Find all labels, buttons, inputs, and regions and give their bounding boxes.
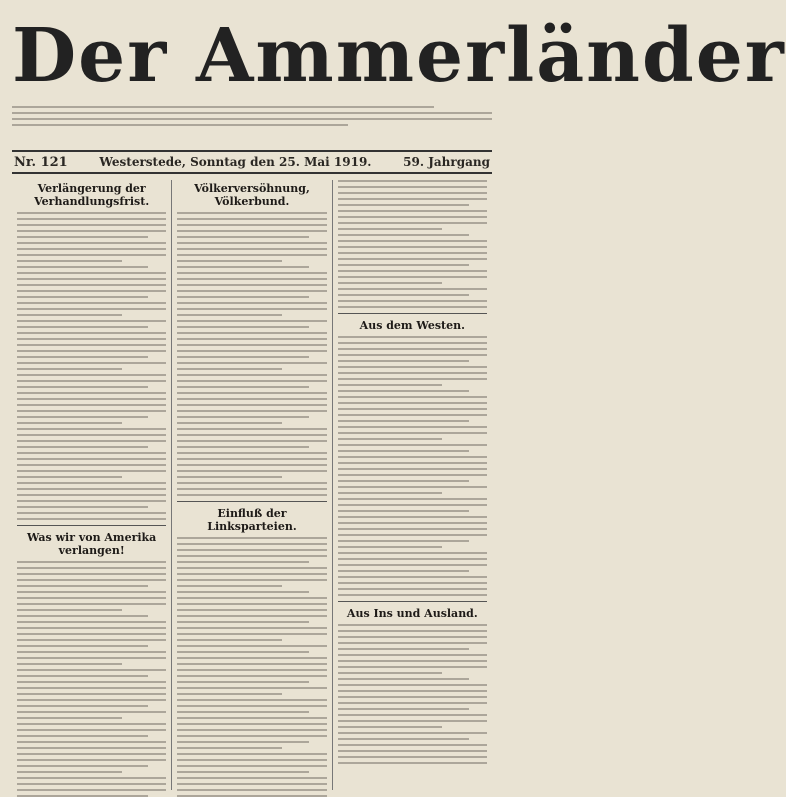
text-line bbox=[338, 246, 487, 248]
text-line bbox=[17, 723, 166, 725]
text-line bbox=[338, 396, 487, 398]
text-line bbox=[17, 476, 122, 478]
text-line bbox=[338, 576, 487, 578]
article-body-2 bbox=[17, 561, 166, 797]
text-line bbox=[177, 266, 308, 268]
text-line bbox=[177, 380, 326, 382]
text-line bbox=[17, 573, 166, 575]
text-line bbox=[177, 645, 326, 647]
text-line bbox=[17, 218, 166, 220]
text-line bbox=[338, 714, 487, 716]
text-line bbox=[338, 300, 487, 302]
text-line bbox=[17, 452, 166, 454]
text-line bbox=[17, 771, 122, 773]
text-line bbox=[338, 210, 487, 212]
text-line bbox=[177, 567, 326, 569]
text-line bbox=[338, 756, 487, 758]
text-line bbox=[177, 218, 326, 220]
column-1 bbox=[12, 180, 171, 790]
text-line bbox=[338, 528, 487, 530]
text-line bbox=[177, 687, 326, 689]
text-line bbox=[17, 783, 166, 785]
text-line bbox=[338, 360, 469, 362]
text-line bbox=[338, 372, 487, 374]
text-line bbox=[338, 720, 487, 722]
text-line bbox=[17, 753, 166, 755]
headline-linksparteien: Einfluß der Linksparteien. bbox=[207, 507, 297, 533]
text-line bbox=[338, 306, 487, 308]
text-line bbox=[338, 642, 487, 644]
text-line bbox=[338, 288, 487, 290]
article-body-3 bbox=[177, 212, 326, 496]
text-line bbox=[338, 492, 443, 494]
text-line bbox=[338, 186, 487, 188]
text-line bbox=[177, 543, 326, 545]
text-line bbox=[17, 591, 166, 593]
text-line bbox=[177, 464, 326, 466]
text-line bbox=[17, 789, 166, 791]
text-line bbox=[177, 621, 308, 623]
text-line bbox=[338, 252, 487, 254]
text-line bbox=[17, 398, 166, 400]
text-line bbox=[177, 476, 282, 478]
text-line bbox=[338, 408, 487, 410]
text-line bbox=[177, 224, 326, 226]
text-line bbox=[338, 582, 487, 584]
text-line bbox=[338, 690, 487, 692]
text-line bbox=[338, 420, 469, 422]
text-line bbox=[177, 248, 326, 250]
text-line bbox=[17, 657, 166, 659]
text-line bbox=[338, 258, 487, 260]
text-line bbox=[177, 308, 326, 310]
issue-date: Westerstede, Sonntag den 25. Mai 1919. bbox=[99, 155, 372, 169]
text-line bbox=[177, 681, 308, 683]
headline-westen: Aus dem Westen. bbox=[359, 319, 465, 332]
text-line bbox=[177, 693, 282, 695]
text-line bbox=[177, 410, 326, 412]
text-line bbox=[17, 272, 166, 274]
text-line bbox=[17, 230, 166, 232]
text-line bbox=[177, 434, 326, 436]
text-line bbox=[17, 627, 166, 629]
text-line bbox=[17, 675, 148, 677]
text-line bbox=[17, 464, 166, 466]
text-line bbox=[177, 368, 282, 370]
text-line bbox=[177, 344, 326, 346]
text-line bbox=[177, 711, 308, 713]
text-line bbox=[338, 414, 487, 416]
text-line bbox=[177, 302, 326, 304]
text-line bbox=[17, 609, 122, 611]
text-line bbox=[338, 672, 443, 674]
text-line bbox=[17, 597, 166, 599]
text-line bbox=[17, 482, 166, 484]
text-line bbox=[338, 198, 487, 200]
text-line bbox=[17, 410, 166, 412]
text-line bbox=[177, 633, 326, 635]
article-columns bbox=[12, 180, 492, 790]
text-line bbox=[338, 366, 487, 368]
text-line bbox=[17, 314, 122, 316]
text-line bbox=[177, 537, 326, 539]
text-line bbox=[338, 498, 487, 500]
text-line bbox=[177, 639, 282, 641]
text-line bbox=[17, 350, 166, 352]
text-line bbox=[17, 669, 166, 671]
text-line bbox=[17, 374, 166, 376]
text-line bbox=[177, 296, 308, 298]
text-line bbox=[17, 446, 148, 448]
headline-voelkerbund: Völkerversöhnung, Völkerbund. bbox=[194, 182, 310, 208]
text-line bbox=[177, 356, 308, 358]
text-line bbox=[177, 374, 326, 376]
text-line bbox=[177, 669, 326, 671]
masthead-subtitle-block bbox=[12, 106, 492, 146]
text-line bbox=[338, 228, 443, 230]
text-line bbox=[338, 726, 443, 728]
text-line bbox=[338, 504, 487, 506]
text-line bbox=[17, 404, 166, 406]
text-line bbox=[17, 494, 166, 496]
text-line bbox=[177, 609, 326, 611]
headline-ausland: Aus Ins und Ausland. bbox=[346, 607, 478, 620]
text-line bbox=[177, 470, 326, 472]
text-line bbox=[338, 702, 487, 704]
text-line bbox=[338, 438, 443, 440]
text-line bbox=[338, 684, 487, 686]
text-line bbox=[338, 384, 443, 386]
issue-bar bbox=[12, 150, 492, 174]
text-line bbox=[338, 750, 487, 752]
text-line bbox=[177, 585, 282, 587]
text-line bbox=[338, 744, 487, 746]
text-line bbox=[177, 663, 326, 665]
text-line bbox=[17, 518, 166, 520]
text-line bbox=[17, 579, 166, 581]
text-line bbox=[338, 264, 469, 266]
text-line bbox=[177, 326, 308, 328]
text-line bbox=[338, 378, 487, 380]
column-3 bbox=[332, 180, 492, 790]
text-line bbox=[17, 434, 166, 436]
text-line bbox=[338, 354, 487, 356]
text-line bbox=[177, 597, 326, 599]
text-line bbox=[17, 308, 166, 310]
text-line bbox=[17, 470, 166, 472]
text-line bbox=[338, 474, 487, 476]
text-line bbox=[338, 294, 469, 296]
text-line bbox=[338, 564, 487, 566]
text-line bbox=[177, 741, 308, 743]
text-line bbox=[17, 561, 166, 563]
text-line bbox=[338, 456, 487, 458]
text-line bbox=[338, 192, 487, 194]
text-line bbox=[177, 212, 326, 214]
text-line bbox=[17, 362, 166, 364]
issue-year: 59. Jahrgang bbox=[403, 155, 490, 169]
text-line bbox=[177, 458, 326, 460]
issue-number: Nr. 121 bbox=[14, 154, 68, 170]
text-line bbox=[177, 392, 326, 394]
text-line bbox=[177, 771, 308, 773]
text-line bbox=[17, 344, 166, 346]
text-line bbox=[338, 234, 469, 236]
text-line bbox=[17, 284, 166, 286]
text-line bbox=[338, 444, 487, 446]
text-line bbox=[17, 386, 148, 388]
text-line bbox=[177, 753, 326, 755]
text-line bbox=[177, 260, 282, 262]
text-line bbox=[17, 729, 166, 731]
article-body-1 bbox=[17, 212, 166, 520]
text-line bbox=[177, 615, 326, 617]
text-line bbox=[17, 302, 166, 304]
text-line bbox=[177, 555, 326, 557]
text-line bbox=[17, 320, 166, 322]
text-line bbox=[17, 681, 166, 683]
text-line bbox=[17, 512, 166, 514]
masthead-title: Der Ammerländer bbox=[12, 13, 786, 99]
text-line bbox=[338, 594, 487, 596]
text-line bbox=[338, 654, 487, 656]
text-line bbox=[338, 738, 469, 740]
column-2 bbox=[171, 180, 331, 790]
text-line bbox=[177, 284, 326, 286]
headline-verhandlungsfrist: Verlängerung der Verhandlungsfrist. bbox=[34, 182, 150, 208]
text-line bbox=[338, 732, 487, 734]
text-line bbox=[17, 615, 148, 617]
text-line bbox=[338, 546, 443, 548]
text-line bbox=[177, 657, 326, 659]
text-line bbox=[338, 462, 487, 464]
text-line bbox=[17, 705, 148, 707]
text-line bbox=[17, 747, 166, 749]
text-line bbox=[177, 783, 326, 785]
text-line bbox=[17, 260, 122, 262]
text-line bbox=[177, 242, 326, 244]
text-line bbox=[17, 765, 148, 767]
text-line bbox=[17, 639, 166, 641]
text-line bbox=[17, 254, 166, 256]
text-line bbox=[17, 356, 148, 358]
text-line bbox=[338, 636, 487, 638]
text-line bbox=[17, 380, 166, 382]
text-line bbox=[177, 446, 308, 448]
headline-amerika: Was wir von Amerika verlangen! bbox=[27, 531, 157, 557]
text-line bbox=[17, 488, 166, 490]
text-line bbox=[17, 699, 166, 701]
text-line bbox=[338, 486, 487, 488]
text-line bbox=[177, 591, 308, 593]
text-line bbox=[177, 236, 308, 238]
text-line bbox=[338, 180, 487, 182]
text-line bbox=[338, 336, 487, 338]
text-line bbox=[338, 468, 487, 470]
text-line bbox=[338, 480, 469, 482]
text-line bbox=[17, 621, 166, 623]
text-line bbox=[177, 759, 326, 761]
article-body-5 bbox=[338, 180, 487, 308]
text-line bbox=[17, 645, 148, 647]
text-line bbox=[17, 711, 166, 713]
text-line bbox=[17, 458, 166, 460]
text-line bbox=[177, 777, 326, 779]
text-line bbox=[338, 678, 469, 680]
text-line bbox=[177, 272, 326, 274]
text-line bbox=[338, 390, 469, 392]
text-line bbox=[177, 765, 326, 767]
text-line bbox=[17, 428, 166, 430]
text-line bbox=[17, 759, 166, 761]
text-line bbox=[17, 663, 122, 665]
text-line bbox=[177, 579, 326, 581]
text-line bbox=[338, 660, 487, 662]
text-line bbox=[338, 282, 443, 284]
text-line bbox=[177, 398, 326, 400]
text-line bbox=[17, 368, 122, 370]
text-line bbox=[177, 549, 326, 551]
text-line bbox=[177, 314, 282, 316]
text-line bbox=[177, 705, 326, 707]
text-line bbox=[338, 666, 487, 668]
text-line bbox=[177, 422, 282, 424]
text-line bbox=[17, 717, 122, 719]
text-line bbox=[17, 242, 166, 244]
text-line bbox=[17, 693, 166, 695]
text-line bbox=[177, 362, 326, 364]
text-line bbox=[177, 428, 326, 430]
text-line bbox=[338, 270, 487, 272]
text-line bbox=[338, 522, 487, 524]
article-body-6 bbox=[338, 336, 487, 596]
text-line bbox=[338, 570, 469, 572]
text-line bbox=[177, 290, 326, 292]
text-line bbox=[338, 624, 487, 626]
text-line bbox=[338, 708, 469, 710]
text-line bbox=[177, 488, 326, 490]
text-line bbox=[17, 422, 122, 424]
text-line bbox=[338, 426, 487, 428]
text-line bbox=[17, 506, 148, 508]
text-line bbox=[177, 675, 326, 677]
text-line bbox=[338, 348, 487, 350]
text-line bbox=[17, 741, 166, 743]
text-line bbox=[17, 777, 166, 779]
text-line bbox=[17, 212, 166, 214]
text-line bbox=[177, 573, 326, 575]
text-line bbox=[17, 416, 148, 418]
text-line bbox=[338, 450, 469, 452]
text-line bbox=[338, 276, 487, 278]
text-line bbox=[177, 386, 308, 388]
text-line bbox=[338, 540, 469, 542]
text-line bbox=[338, 588, 487, 590]
text-line bbox=[338, 648, 469, 650]
article-body-4 bbox=[177, 537, 326, 797]
text-line bbox=[177, 627, 326, 629]
text-line bbox=[338, 510, 469, 512]
text-line bbox=[177, 338, 326, 340]
text-line bbox=[338, 216, 487, 218]
text-line bbox=[177, 561, 308, 563]
text-line bbox=[338, 696, 487, 698]
text-line bbox=[177, 603, 326, 605]
text-line bbox=[338, 516, 487, 518]
text-line bbox=[17, 296, 148, 298]
text-line bbox=[338, 342, 487, 344]
text-line bbox=[177, 699, 326, 701]
text-line bbox=[177, 404, 326, 406]
text-line bbox=[177, 254, 326, 256]
text-line bbox=[17, 633, 166, 635]
text-line bbox=[177, 440, 326, 442]
text-line bbox=[17, 735, 148, 737]
text-line bbox=[177, 735, 326, 737]
text-line bbox=[338, 630, 487, 632]
text-line bbox=[17, 440, 166, 442]
text-line bbox=[177, 230, 326, 232]
text-line bbox=[177, 717, 326, 719]
text-line bbox=[17, 651, 166, 653]
text-line bbox=[17, 266, 148, 268]
text-line bbox=[17, 248, 166, 250]
article-body-7 bbox=[338, 624, 487, 764]
text-line bbox=[17, 687, 166, 689]
text-line bbox=[17, 603, 166, 605]
text-line bbox=[338, 204, 469, 206]
text-line bbox=[338, 534, 487, 536]
text-line bbox=[338, 432, 487, 434]
text-line bbox=[17, 332, 166, 334]
text-line bbox=[177, 729, 326, 731]
text-line bbox=[338, 222, 487, 224]
text-line bbox=[177, 747, 282, 749]
text-line bbox=[17, 392, 166, 394]
text-line bbox=[177, 789, 326, 791]
text-line bbox=[177, 416, 308, 418]
text-line bbox=[17, 585, 148, 587]
text-line bbox=[17, 326, 148, 328]
text-line bbox=[177, 350, 326, 352]
text-line bbox=[177, 723, 326, 725]
text-line bbox=[338, 240, 487, 242]
text-line bbox=[177, 320, 326, 322]
text-line bbox=[17, 500, 166, 502]
text-line bbox=[177, 651, 308, 653]
text-line bbox=[338, 558, 487, 560]
text-line bbox=[17, 224, 166, 226]
text-line bbox=[17, 290, 166, 292]
text-line bbox=[17, 567, 166, 569]
text-line bbox=[177, 278, 326, 280]
text-line bbox=[338, 402, 487, 404]
text-line bbox=[17, 236, 148, 238]
text-line bbox=[177, 494, 326, 496]
text-line bbox=[17, 338, 166, 340]
text-line bbox=[177, 482, 326, 484]
text-line bbox=[177, 332, 326, 334]
text-line bbox=[177, 452, 326, 454]
text-line bbox=[338, 552, 487, 554]
text-line bbox=[17, 278, 166, 280]
text-line bbox=[338, 762, 487, 764]
